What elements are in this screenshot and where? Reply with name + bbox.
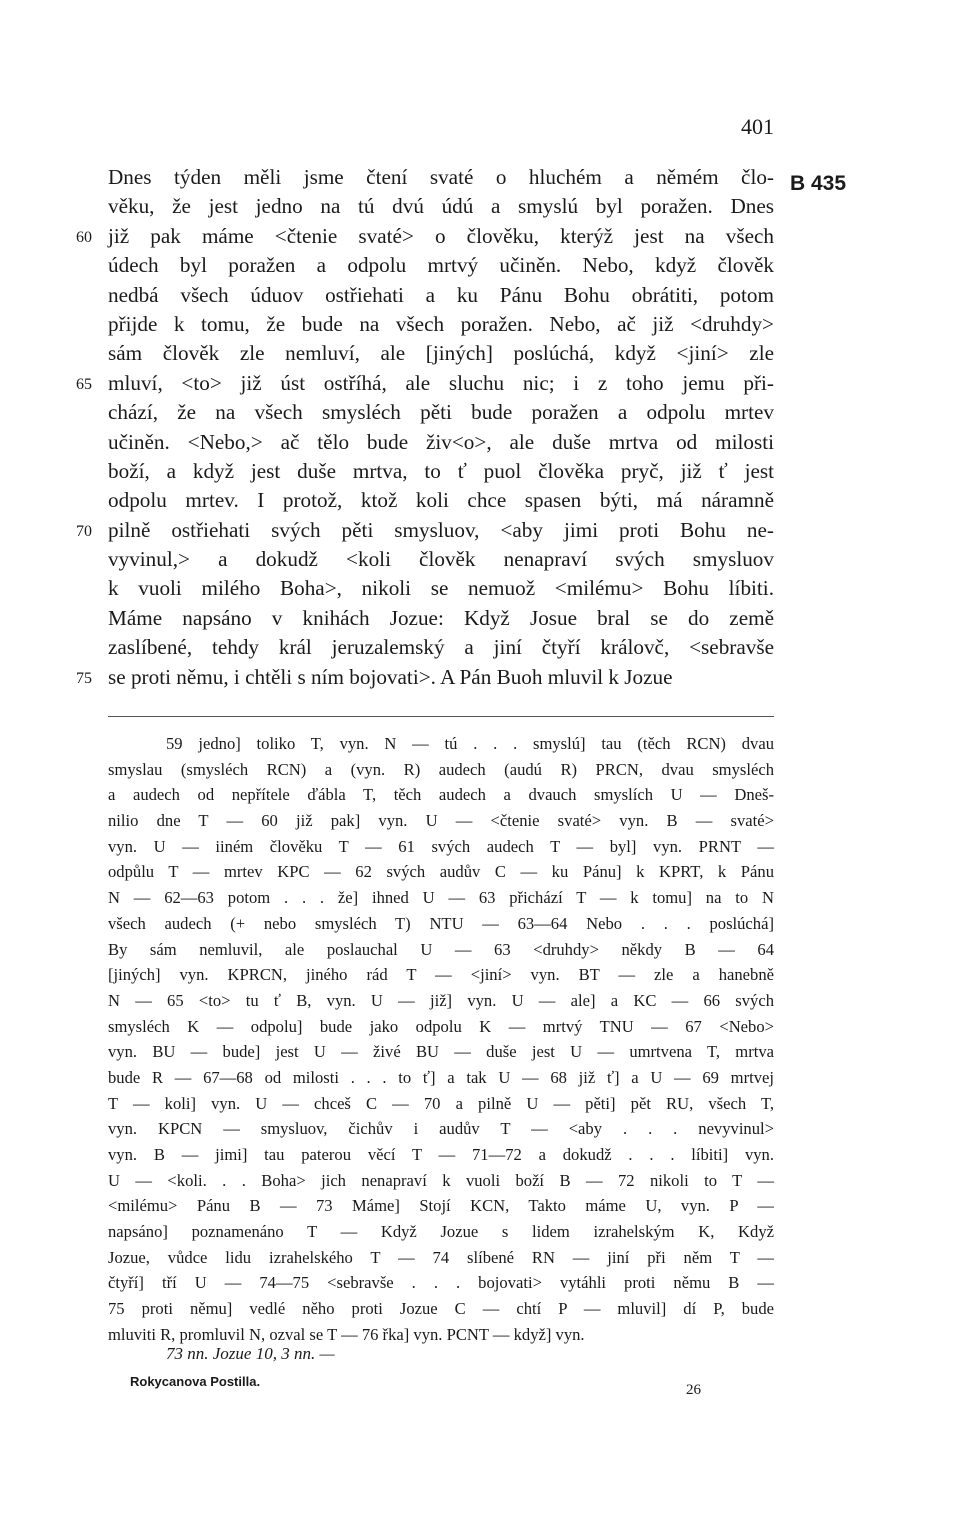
apparatus-line: napsáno] poznamenáno T — Když Jozue s lidem izrahelským K, Když	[108, 1222, 774, 1242]
text-line	[108, 192, 774, 221]
apparatus-line: vyn. BU — bude] jest U — živé BU — duše jest U — umrtvena T, mrtva	[108, 1042, 774, 1062]
apparatus-line: a audech od nepřítele ďábla T, těch audech a dvauch smyslích U — Dneš-	[108, 785, 774, 805]
apparatus-line: všech audech (+ nebo smysléch T) NTU — 63—64 Nebo . . . poslúchá]	[108, 913, 774, 933]
text-line	[108, 281, 774, 310]
text-line	[108, 251, 774, 280]
text-line	[108, 633, 774, 662]
apparatus-line: vyn. U — iiném člověku T — 61 svých audech T — byl] vyn. PRNT —	[108, 836, 774, 856]
main-text	[76, 163, 774, 692]
text-line	[108, 339, 774, 368]
text-line-content: Dnes týden měli jsme čtení svaté o hluchém a němém člo-	[108, 165, 774, 189]
apparatus-line: U — <koli. . . Boha> jich nenapraví k vuoli boží B — 72 nikoli to T —	[108, 1170, 774, 1190]
text-line	[108, 574, 774, 603]
text-line	[108, 545, 774, 574]
text-line	[76, 516, 774, 545]
apparatus-line: bude R — 67—68 od milosti . . . to ť] a tak U — 68 již ť] a U — 69 mrtvej	[108, 1067, 774, 1087]
text-line-content: nedbá všech úduov ostřiehati a ku Pánu Bohu obrátiti, potom	[108, 282, 774, 307]
text-line	[108, 604, 774, 633]
text-line-content: údech byl poražen a odpolu mrtvý učiněn. Nebo, když člověk	[108, 253, 774, 278]
apparatus-line: nilio dne T — 60 již pak] vyn. U — <čtenie svaté> vyn. B — svaté>	[108, 811, 774, 831]
text-line	[76, 663, 774, 692]
text-line	[108, 428, 774, 457]
text-line-content: věku, že jest jedno na tú dvú údú a smyslú byl poražen. Dnes	[108, 194, 774, 219]
bottom-reference: 73 nn. Jozue 10, 3 nn. —	[166, 1344, 335, 1363]
signature-mark: 26	[686, 1382, 701, 1398]
text-line-content: učiněn. <Nebo,> ač tělo bude živ<o>, ale duše mrtva od milosti	[108, 429, 774, 454]
text-line-content: se proti němu, i chtěli s ním bojovati>. A Pán Buoh mluvil k Jozue	[108, 664, 673, 689]
text-line	[108, 310, 774, 339]
text-line	[76, 369, 774, 398]
text-line-content: odpolu mrtev. I protož, ktož koli chce spasen býti, má náramně	[108, 488, 774, 513]
apparatus-line: odpůlu T — mrtev KPC — 62 svých audův C — ku Pánu] k KPRT, k Pánu	[108, 862, 774, 882]
apparatus-line: By sám nemluvil, ale poslauchal U — 63 <druhdy> někdy B — 64	[108, 939, 774, 959]
line-number: 75	[76, 669, 92, 687]
text-line-content: boží, a když jest duše mrtva, to ť puol člověka pryč, již ť jest	[108, 458, 774, 483]
apparatus-line: T — koli] vyn. U — chceš C — 70 a pilně U — pěti] pět RU, všech T,	[108, 1093, 774, 1113]
text-line	[76, 222, 774, 251]
apparatus-line: N — 65 <to> tu ť B, vyn. U — již] vyn. U — ale] a KC — 66 svých	[108, 990, 774, 1010]
text-line-content: pilně ostřiehati svých pěti smysluov, <aby jimi proti Bohu ne-	[108, 517, 774, 542]
line-number: 70	[76, 522, 92, 540]
apparatus-line: mluviti R, promluvil N, ozval se T — 76 řka] vyn. PCNT — když] vyn.	[108, 1324, 585, 1344]
text-line-content: mluví, <to> již úst ostříhá, ale sluchu nic; i z toho jemu při-	[108, 370, 774, 395]
apparatus-line: čtyří] tří U — 74—75 <sebravše . . . bojovati> vytáhli proti němu B —	[108, 1273, 774, 1293]
text-line-content: zaslíbené, tehdy král jeruzalemský a jiní čtyří královč, <sebravše	[108, 635, 774, 660]
text-line-content: k vuoli milého Boha>, nikoli se nemuož <milému> Bohu líbiti.	[108, 576, 774, 601]
apparatus-line: Jozue, vůdce lidu izrahelského T — 74 slíbené RN — jiní při něm T —	[108, 1247, 774, 1267]
apparatus-line: smysléch K — odpolu] bude jako odpolu K — mrtvý TNU — 67 <Nebo>	[108, 1016, 774, 1036]
apparatus-line: vyn. KPCN — smysluov, čichův i audův T — <aby . . . nevyvinul>	[108, 1119, 774, 1139]
apparatus-line: N — 62—63 potom . . . že] ihned U — 63 přichází T — k tomu] na to N	[108, 888, 774, 908]
text-line-content: přijde k tomu, že bude na všech poražen. Nebo, ač již <druhdy>	[108, 311, 774, 336]
apparatus-line: [jiných] vyn. KPRCN, jiného rád T — <jiní> vyn. BT — zle a hanebně	[108, 965, 774, 985]
text-line-content: sám člověk zle nemluví, ale [jiných] poslúchá, když <jiní> zle	[108, 341, 774, 366]
text-line-content: vyvinul,> a dokudž <koli člověk nenapraví svých smysluov	[108, 547, 774, 572]
apparatus-line: <milému> Pánu B — 73 Máme] Stojí KCN, Takto máme U, vyn. P —	[108, 1196, 774, 1216]
apparatus-line: vyn. B — jimi] tau paterou věcí T — 71—72 a dokudž . . . líbiti] vyn.	[108, 1145, 774, 1164]
imprint: Rokycanova Postilla.	[130, 1374, 261, 1389]
line-number: 60	[76, 228, 92, 246]
critical-apparatus	[108, 731, 774, 1348]
text-line	[108, 163, 774, 192]
text-line	[108, 398, 774, 427]
text-line-content: již pak máme <čtenie svaté> o člověku, kterýž jest na všech	[108, 223, 774, 248]
line-number: 65	[76, 375, 92, 393]
apparatus-line: smyslau (smysléch RCN) a (vyn. R) audech (audú R) PRCN, dvau smysléch	[108, 759, 774, 779]
text-line	[108, 457, 774, 486]
apparatus-line: 59 jedno] toliko T, vyn. N — tú . . . smyslú] tau (těch RCN) dvau	[166, 734, 774, 753]
text-line-content: chází, že na všech smysléch pěti bude poražen a odpolu mrtev	[108, 400, 774, 425]
text-line	[108, 486, 774, 515]
footnote-rule	[108, 716, 774, 717]
page-number: 401	[741, 114, 774, 139]
text-line-content: Máme napsáno v knihách Jozue: Když Josue bral se do země	[108, 605, 774, 630]
margin-reference: B 435	[790, 172, 847, 195]
apparatus-line: 75 proti němu] vedlé něho proti Jozue C — chtí P — mluvil] dí P, bude	[108, 1299, 774, 1319]
